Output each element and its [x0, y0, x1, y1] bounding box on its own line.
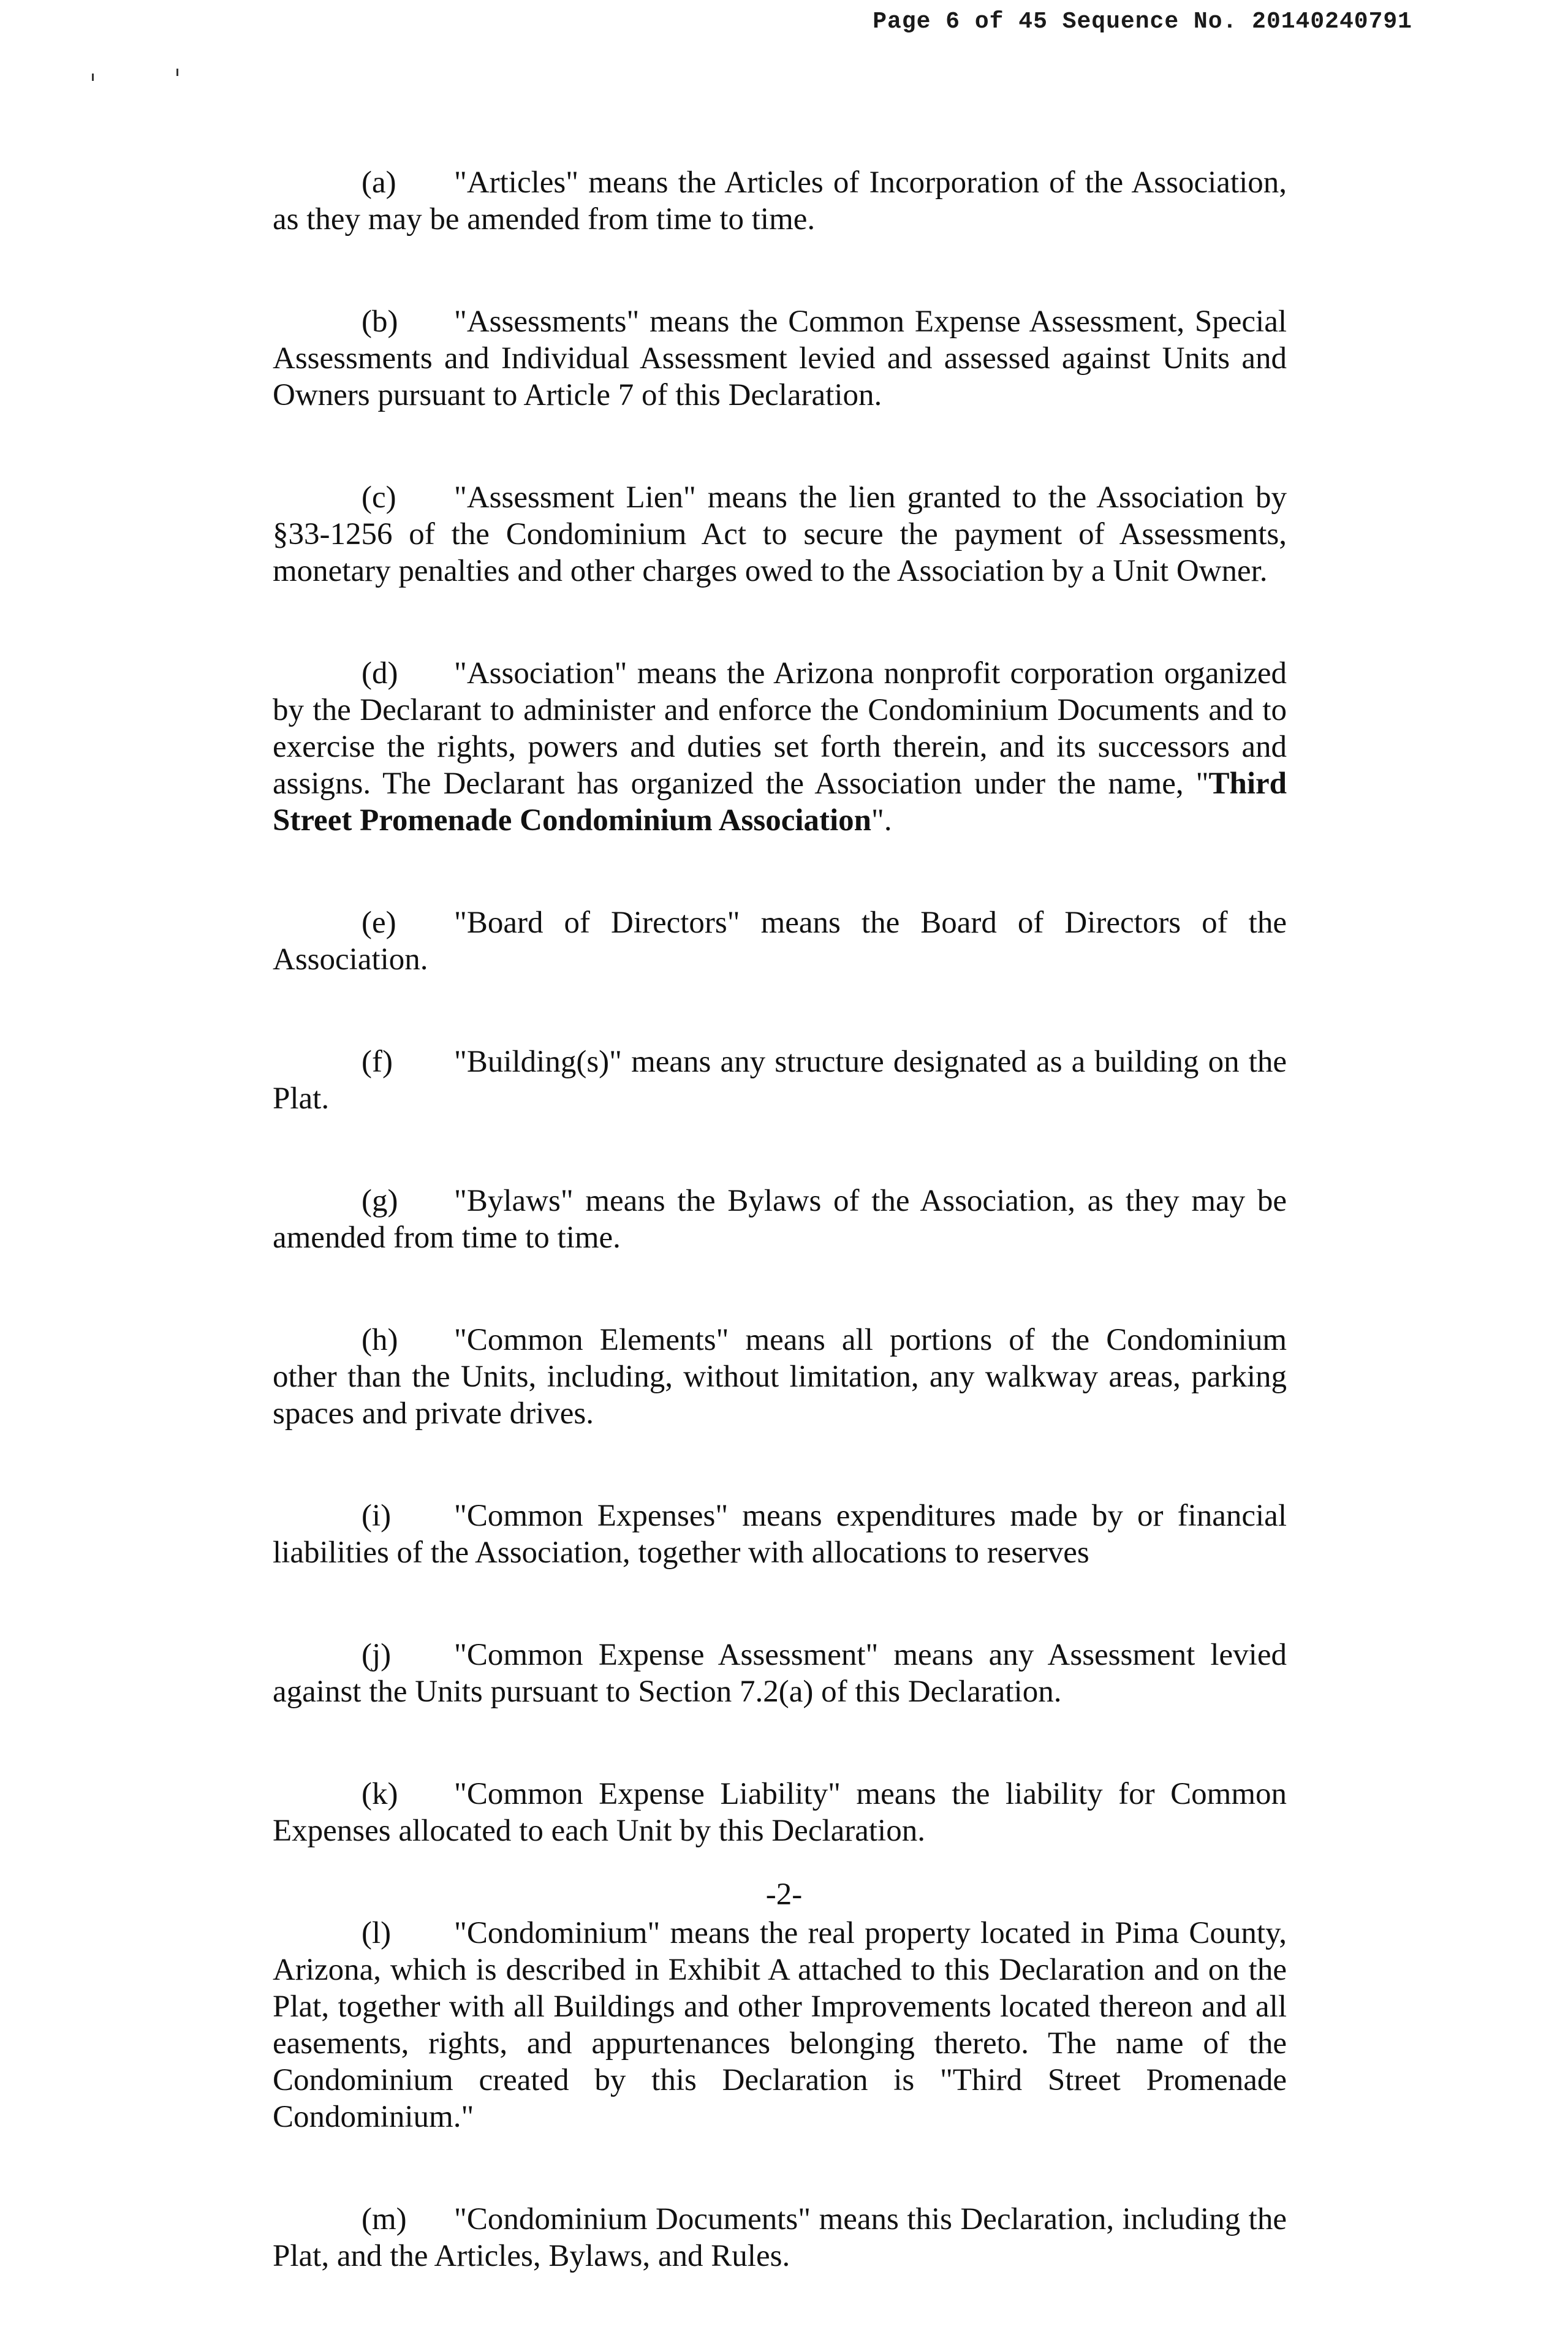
scan-mark-left: [92, 74, 94, 81]
definition-j: [273, 1637, 1287, 1710]
definition-label: (c): [362, 480, 396, 515]
definition-g: [273, 1183, 1287, 1256]
page-sequence-stamp: Page 6 of 45 Sequence No. 20140240791: [873, 9, 1412, 35]
definition-text: "Common Expense Liability" means the liability for Common Expenses allocated to each Unit by this Declaration.: [273, 1777, 1287, 1848]
definition-text-end: ".: [871, 803, 892, 838]
scan-mark-right: [176, 69, 178, 76]
definition-d: [273, 655, 1287, 839]
definition-text: "Common Expenses" means expenditures made by or financial liabilities of the Association, together with allocations to reserves: [273, 1499, 1287, 1570]
definition-label: (e): [362, 906, 396, 940]
definition-m: [273, 2201, 1287, 2274]
definition-label: (b): [362, 305, 398, 339]
definition-text: "Assessment Lien" means the lien granted to the Association by §33-1256 of the Condominium Act to secure the payment of Assessments, monetary penalties and other charges owed to the Association by a Unit Owner.: [273, 480, 1287, 588]
definition-b: [273, 303, 1287, 414]
definition-text: "Board of Directors" means the Board of Directors of the Association.: [273, 906, 1287, 977]
definition-label: (k): [362, 1777, 398, 1811]
definition-text: "Common Elements" means all portions of the Condominium other than the Units, including, without limitation, any walkway areas, parking spaces and private drives.: [273, 1323, 1287, 1431]
association-name: Third Street Promenade Condominium Association: [273, 767, 1287, 838]
definition-c: [273, 479, 1287, 589]
definition-f: [273, 1043, 1287, 1117]
definition-label: (j): [362, 1638, 392, 1672]
definition-text: "Association" means the Arizona nonprofit corporation organized by the Declarant to administer and enforce the Condominium Documents and to exercise the rights, powers and duties set forth therein, and its successors and assigns. The Declarant has organized the Association under the name, ": [273, 656, 1287, 801]
definition-label: (h): [362, 1323, 398, 1357]
definition-text: "Articles" means the Articles of Incorporation of the Association, as they may be amended from time to time.: [273, 165, 1287, 237]
definition-l: [273, 1915, 1287, 2135]
definition-text: "Common Expense Assessment" means any Assessment levied against the Units pursuant to Section 7.2(a) of this Declaration.: [273, 1638, 1287, 1709]
definition-label: (l): [362, 1916, 392, 1950]
definition-text: "Bylaws" means the Bylaws of the Association, as they may be amended from time to time.: [273, 1184, 1287, 1255]
definition-text: "Condominium" means the real property located in Pima County, Arizona, which is described in Exhibit A attached to this Declaration and on the Plat, together with all Buildings and other Improvements located thereon and all easements, rights, and appurtenances belonging thereto. The name of the Condominium created by this Declaration is "Third Street Promenade Condominium.": [273, 1916, 1287, 2134]
definition-i: [273, 1498, 1287, 1571]
definition-label: (d): [362, 656, 398, 691]
definition-label: (m): [362, 2202, 407, 2236]
definition-a: [273, 164, 1287, 238]
definition-text: "Building(s)" means any structure designated as a building on the Plat.: [273, 1045, 1287, 1116]
definition-text: "Assessments" means the Common Expense Assessment, Special Assessments and Individual Assessment levied and assessed against Units and Owners pursuant to Article 7 of this Declaration.: [273, 305, 1287, 412]
definition-label: (a): [362, 165, 396, 200]
page-number: -2-: [765, 1877, 803, 1912]
definition-label: (g): [362, 1184, 398, 1218]
definition-e: [273, 904, 1287, 978]
definition-label: (f): [362, 1045, 393, 1079]
definition-text: "Condominium Documents" means this Declaration, including the Plat, and the Articles, Bylaws, and Rules.: [273, 2202, 1287, 2273]
definitions-list: [273, 164, 1287, 2340]
definition-h: [273, 1322, 1287, 1432]
definition-k: [273, 1776, 1287, 1849]
definition-label: (i): [362, 1499, 392, 1533]
